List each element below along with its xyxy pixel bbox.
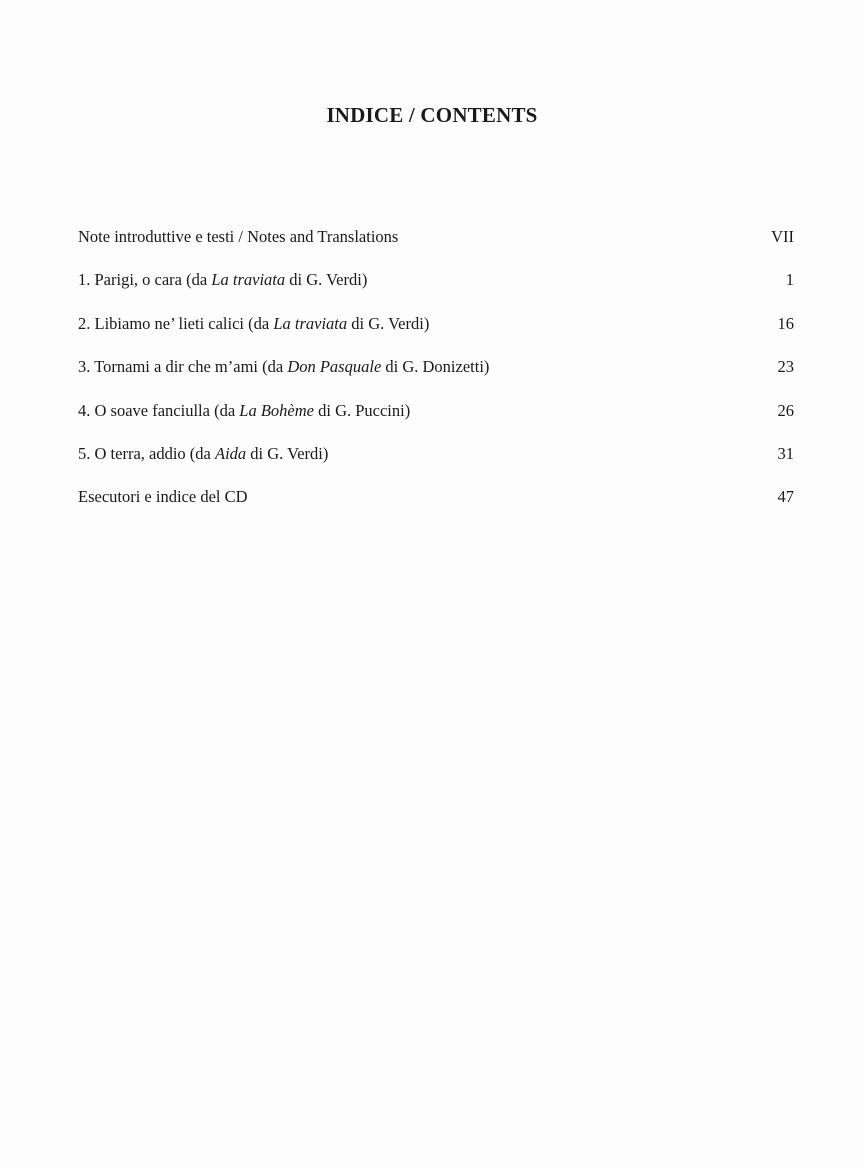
toc-entry-title: 4. O soave fanciulla (da La Bohème di G. Puccini) [78,400,411,420]
opera-title: La traviata [211,270,286,290]
toc-entry-title: 2. Libiamo ne’ lieti calici (da La traviata di G. Verdi) [78,313,430,333]
table-of-contents [78,226,794,530]
toc-entry-title: 3. Tornami a dir che m’ami (da Don Pasquale di G. Donizetti) [78,357,490,377]
toc-entry-3 [78,356,794,399]
opera-title: Aida [215,443,247,463]
opera-title: La Bohème [239,400,314,420]
toc-page-number: 1 [785,270,794,290]
opera-title: Don Pasquale [287,357,382,377]
toc-entry-4 [78,400,794,443]
toc-entry-notes [78,226,794,269]
toc-entry-title: 1. Parigi, o cara (da La traviata di G. Verdi) [78,270,368,290]
opera-title: La traviata [273,313,348,333]
toc-entry-cd [78,486,794,529]
toc-entry-2 [78,313,794,356]
toc-entry-5 [78,443,794,486]
toc-page-number: 47 [777,487,794,507]
toc-page-number: VII [771,227,794,246]
toc-entry-title: 5. O terra, addio (da Aida di G. Verdi) [78,443,329,463]
toc-page-number: 16 [777,313,794,333]
page-title: INDICE / CONTENTS [326,103,538,128]
toc-entry-title: Esecutori e indice del CD [78,487,248,507]
toc-page-number: 31 [777,443,794,463]
toc-page-number: 26 [777,400,794,420]
toc-entry-title: Note introduttive e testi / Notes and Translations [78,227,399,246]
toc-entry-1 [78,269,794,312]
toc-page-number: 23 [777,357,794,377]
